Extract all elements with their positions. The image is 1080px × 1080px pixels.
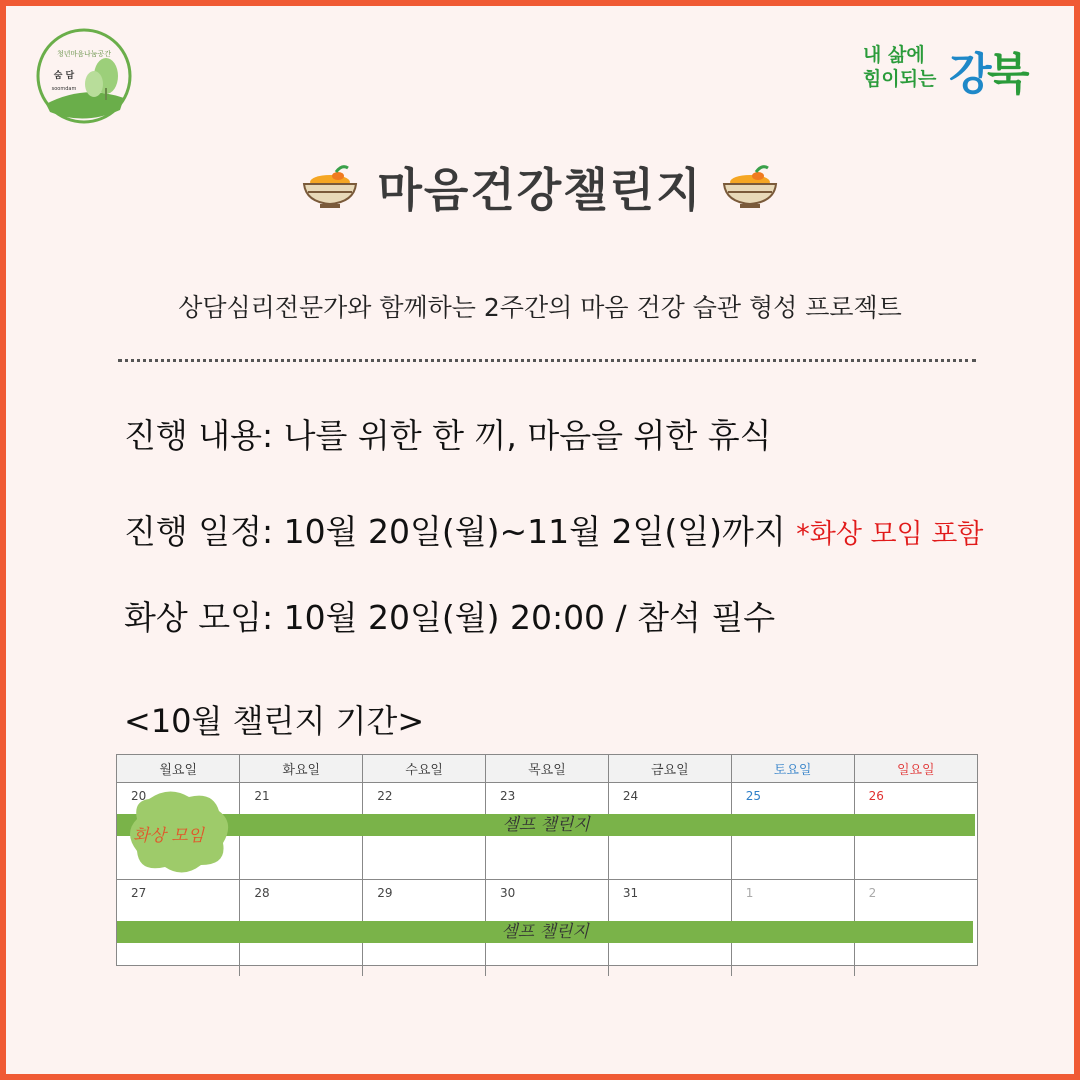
day-cell: 27 xyxy=(117,880,240,977)
bowl-icon xyxy=(720,162,780,212)
poster xyxy=(6,6,1074,1074)
meeting-label: 화상 모임 xyxy=(133,826,205,846)
header-thu: 목요일 xyxy=(486,755,609,783)
day-cell: 20 xyxy=(117,783,240,880)
day-cell: 29 xyxy=(363,880,486,977)
info-schedule xyxy=(124,506,983,553)
calendar xyxy=(116,754,978,966)
header-sat: 토요일 xyxy=(731,755,854,783)
day-cell: 23 xyxy=(486,783,609,880)
title-row xyxy=(6,154,1074,224)
day-cell: 26 xyxy=(854,783,977,880)
day-cell: 25 xyxy=(731,783,854,880)
gangbuk-logo xyxy=(863,40,1038,100)
header-wed: 수요일 xyxy=(363,755,486,783)
schedule-note: *화상 모임 포함 xyxy=(796,519,984,550)
logo-right-brand-a: 강 xyxy=(949,49,990,100)
calendar-title: <10월 챌린지 기간> xyxy=(124,702,425,740)
self-challenge-bar: 셀프 챌린지 xyxy=(117,814,975,836)
logo-left-sub: soomdam xyxy=(51,86,77,92)
bowl-icon xyxy=(300,162,360,212)
page-title: 마음건강챌린지 xyxy=(377,163,703,217)
header-sun: 일요일 xyxy=(854,755,977,783)
logo-left-name: 숨 담 xyxy=(53,71,75,81)
info-content: 진행 내용: 나를 위한 한 끼, 마음을 위한 휴식 xyxy=(124,416,772,455)
logo-right-line2: 힘이되는 xyxy=(863,68,937,90)
day-cell: 24 xyxy=(608,783,731,880)
day-cell: 30 xyxy=(486,880,609,977)
header-fri: 금요일 xyxy=(608,755,731,783)
subtitle: 상담심리전문가와 함께하는 2주간의 마음 건강 습관 형성 프로젝트 xyxy=(178,293,902,322)
day-cell: 31 xyxy=(608,880,731,977)
day-cell: 2 xyxy=(868,886,877,900)
day-cell: 21 xyxy=(240,783,363,880)
logo-right-brand-b: 북 xyxy=(987,49,1030,100)
header-tue: 화요일 xyxy=(240,755,363,783)
soomdam-logo xyxy=(34,26,134,126)
day-cell: 28 xyxy=(240,880,363,977)
schedule-text: 진행 일정: 10월 20일(월)~11월 2일(일)까지 xyxy=(124,512,786,551)
calendar-header-row xyxy=(117,755,977,783)
logo-right-line1: 내 삶에 xyxy=(863,44,925,66)
day-cell: 22 xyxy=(363,783,486,880)
logo-left-line1: 청년마음나눔공간 xyxy=(56,50,112,58)
info-meeting: 화상 모임: 10월 20일(월) 20:00 / 참석 필수 xyxy=(124,598,776,637)
day-cell: 1 xyxy=(731,880,854,977)
header-mon: 월요일 xyxy=(117,755,240,783)
self-challenge-bar: 셀프 챌린지 xyxy=(117,921,973,943)
dotted-divider xyxy=(118,359,976,362)
